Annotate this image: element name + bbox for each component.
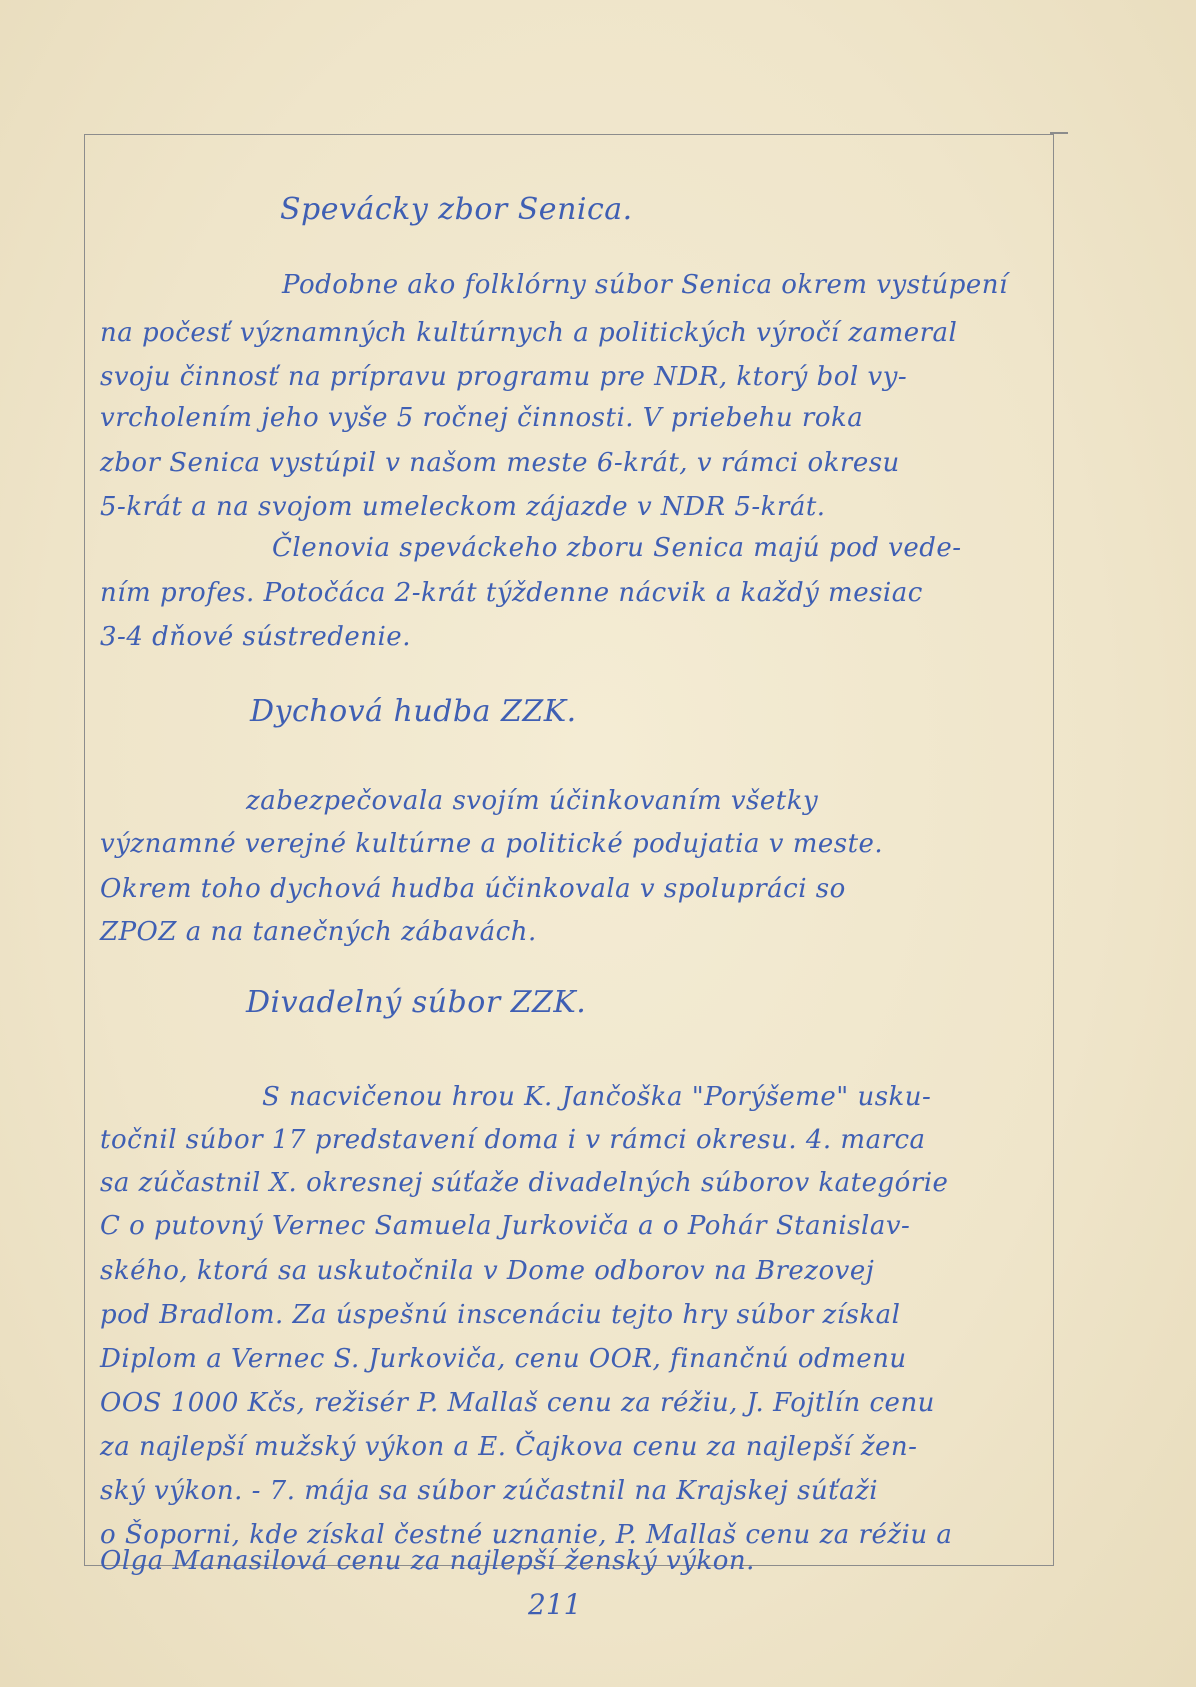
text-line: ského, ktorá sa uskutočnila v Dome odborov na Brezovej: [100, 1256, 875, 1286]
page-number: 211: [528, 1588, 582, 1621]
text-line: Podobne ako folklórny súbor Senica okrem vystúpení: [282, 270, 1008, 300]
text-line: za najlepší mužský výkon a E. Čajkova cenu za najlepší žen-: [100, 1432, 918, 1462]
text-line: pod Bradlom. Za úspešnú inscenáciu tejto hry súbor získal: [100, 1300, 901, 1330]
section-heading-theatre: Divadelný súbor ZZK.: [246, 985, 587, 1020]
text-line: S nacvičenou hrou K. Jančoška "Porýšeme" usku-: [262, 1082, 932, 1112]
text-line: sa zúčastnil X. okresnej súťaže divadelných súborov kategórie: [100, 1168, 949, 1198]
text-line: Okrem toho dychová hudba účinkovala v spolupráci so: [100, 874, 846, 904]
text-line: zbor Senica vystúpil v našom meste 6-krát, v rámci okresu: [100, 448, 900, 478]
text-line: Olga Manasilová cenu za najlepší ženský výkon.: [100, 1546, 755, 1576]
text-line: zabezpečovala svojím účinkovaním všetky: [246, 786, 819, 816]
text-line: Členovia speváckeho zboru Senica majú pod vede-: [272, 533, 962, 563]
text-line: ZPOZ a na tanečných zábavách.: [100, 917, 537, 947]
section-heading-choir: Spevácky zbor Senica.: [280, 192, 633, 227]
text-line: ský výkon. - 7. mája sa súbor zúčastnil na Krajskej súťaži: [100, 1476, 879, 1506]
text-line: 5-krát a na svojom umeleckom zájazde v NDR 5-krát.: [100, 492, 826, 522]
text-line: na počesť významných kultúrnych a politických výročí zameral: [100, 318, 958, 348]
text-line: významné verejné kultúrne a politické podujatia v meste.: [100, 829, 884, 859]
text-line: 3-4 dňové sústredenie.: [100, 622, 411, 652]
text-line: točnil súbor 17 predstavení doma i v rámci okresu. 4. marca: [100, 1125, 926, 1155]
frame-corner-mark: [1050, 132, 1068, 134]
text-line: Diplom a Vernec S. Jurkoviča, cenu OOR, finančnú odmenu: [100, 1344, 907, 1374]
section-heading-brass-band: Dychová hudba ZZK.: [250, 694, 577, 729]
text-line: o Šoporni, kde získal čestné uznanie, P. Mallaš cenu za réžiu a: [100, 1520, 953, 1550]
text-line: ním profes. Potočáca 2-krát týždenne nácvik a každý mesiac: [100, 578, 923, 608]
text-line: OOS 1000 Kčs, režisér P. Mallaš cenu za réžiu, J. Fojtlín cenu: [100, 1388, 935, 1418]
text-line: C o putovný Vernec Samuela Jurkoviča a o Pohár Stanislav-: [100, 1211, 911, 1241]
text-line: svoju činnosť na prípravu programu pre NDR, ktorý bol vy-: [100, 362, 908, 392]
text-line: vrcholením jeho vyše 5 ročnej činnosti. V priebehu roka: [100, 403, 864, 433]
